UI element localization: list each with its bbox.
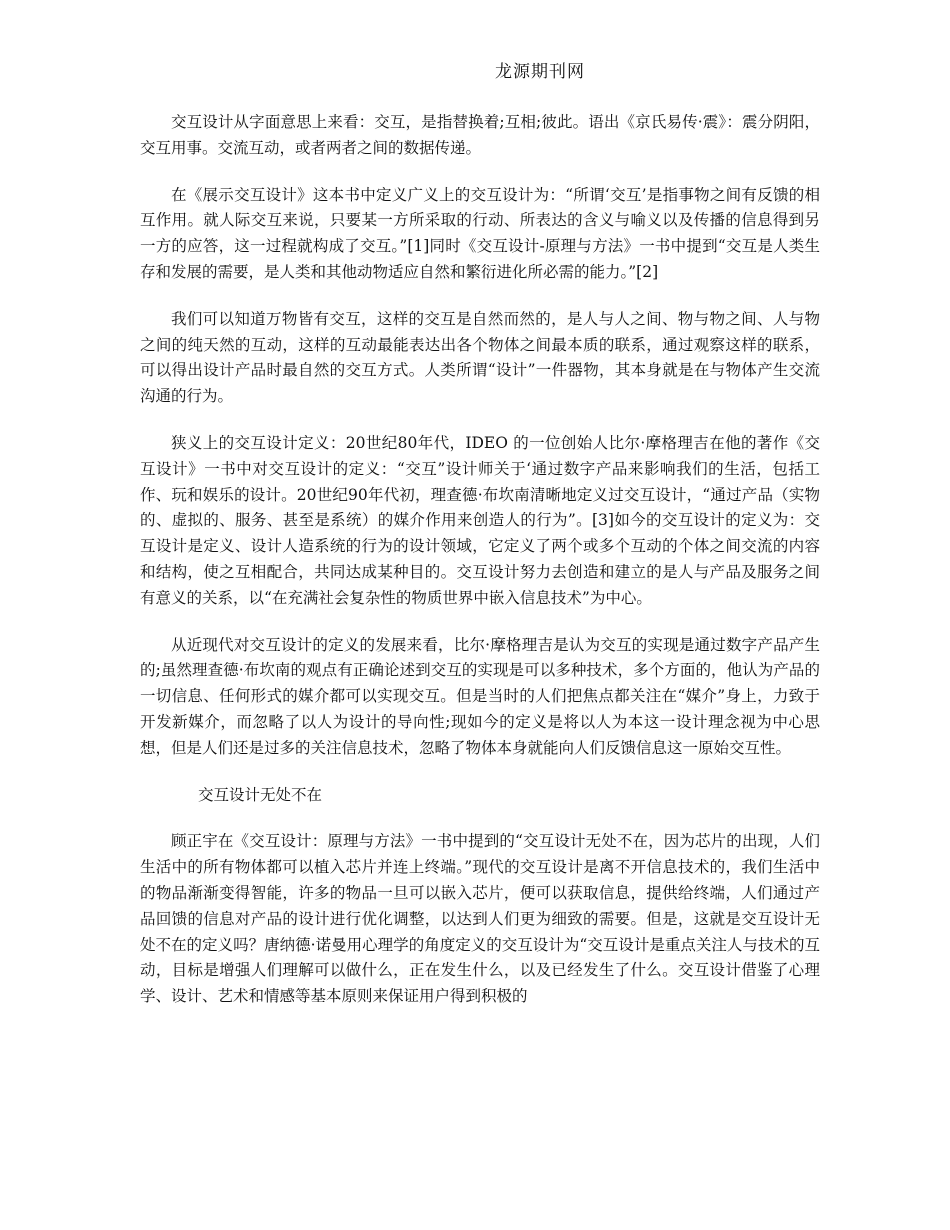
paragraph: 交互设计从字面意思上来看：交互，是指替换着;互相;彼此。语出《京氏易传·震》：震分阴阳，交互用事。交流互动，或者两者之间的数据传递。 <box>140 113 820 157</box>
paragraph: 狭义上的交互设计定义：20世纪80年代，IDEO 的一位创始人比尔·摩格理吉在他的著作《交互设计》一书中对交互设计的定义：“交互”设计师关于‘通过数字产品来影响我们的生活，包括工作、玩和娱乐的设计。20世纪90年代初，理查德·布坎南清晰地定义过交互设计，“通过产品（实物的、虚拟的、服务、甚至是系统）的媒介作用来创造人的行为”。[3]如今的交互设计的定义为：交互设计是定义、设计人造系统的行为的设计领域，它定义了两个或多个互动的个体之间交流的内容和结构，使之互相配合，共同达成某种目的。交互设计努力去创造和建立的是人与产品及服务之间有意义的关系，以“在充满社会复杂性的物质世界中嵌入信息技术”为中心。 <box>140 433 820 607</box>
paragraph: 在《展示交互设计》这本书中定义广义上的交互设计为：“所谓‘交互’是指事物之间有反馈的相互作用。就人际交互来说，只要某一方所采取的行动、所表达的含义与喻义以及传播的信息得到另一方的应答，这一过程就构成了交互。”[1]同时《交互设计-原理与方法》一书中提到“交互是人类生存和发展的需要，是人类和其他动物适应自然和繁衍进化所必需的能力。”[2] <box>140 185 820 281</box>
site-name: 龙源期刊网 <box>495 62 585 82</box>
site-header <box>0 57 950 82</box>
paragraph: 我们可以知道万物皆有交互，这样的交互是自然而然的，是人与人之间、物与物之间、人与物之间的纯天然的互动，这样的互动最能表达出各个物体之间最本质的联系，通过观察这样的联系，可以得出设计产品时最自然的交互方式。人类所谓“设计”一件器物，其本身就是在与物体产生交流沟通的行为。 <box>140 309 820 406</box>
paragraph: 顾正宇在《交互设计：原理与方法》一书中提到的“交互设计无处不在，因为芯片的出现，人们生活中的所有物体都可以植入芯片并连上终端。”现代的交互设计是离不开信息技术的，我们生活中的物品渐渐变得智能，许多的物品一旦可以嵌入芯片，便可以获取信息，提供给终端，人们通过产品回馈的信息对产品的设计进行优化调整，以达到人们更为细致的需要。但是，这就是交互设计无处不在的定义吗？唐纳德·诺曼用心理学的角度定义的交互设计为“交互设计是重点关注人与技术的互动，目标是增强人们理解可以做什么，正在发生什么，以及已经发生了什么。交互设计借鉴了心理学、设计、艺术和情感等基本原则来保证用户得到积极的 <box>140 832 820 1006</box>
section-heading: 交互设计无处不在 <box>198 785 323 804</box>
paragraph: 从近现代对交互设计的定义的发展来看，比尔·摩格理吉是认为交互的实现是通过数字产品产生的;虽然理查德·布坎南的观点有正确论述到交互的实现是可以多种技术，多个方面的，他认为产品的一切信息、任何形式的媒介都可以实现交互。但是当时的人们把焦点都关注在“媒介”身上，力致于开发新媒介，而忽略了以人为设计的导向性;现如今的定义是将以人为本这一设计理念视为中心思想，但是人们还是过多的关注信息技术，忽略了物体本身就能向人们反馈信息这一原始交互性。 <box>140 635 820 757</box>
article-body <box>140 110 820 1031</box>
